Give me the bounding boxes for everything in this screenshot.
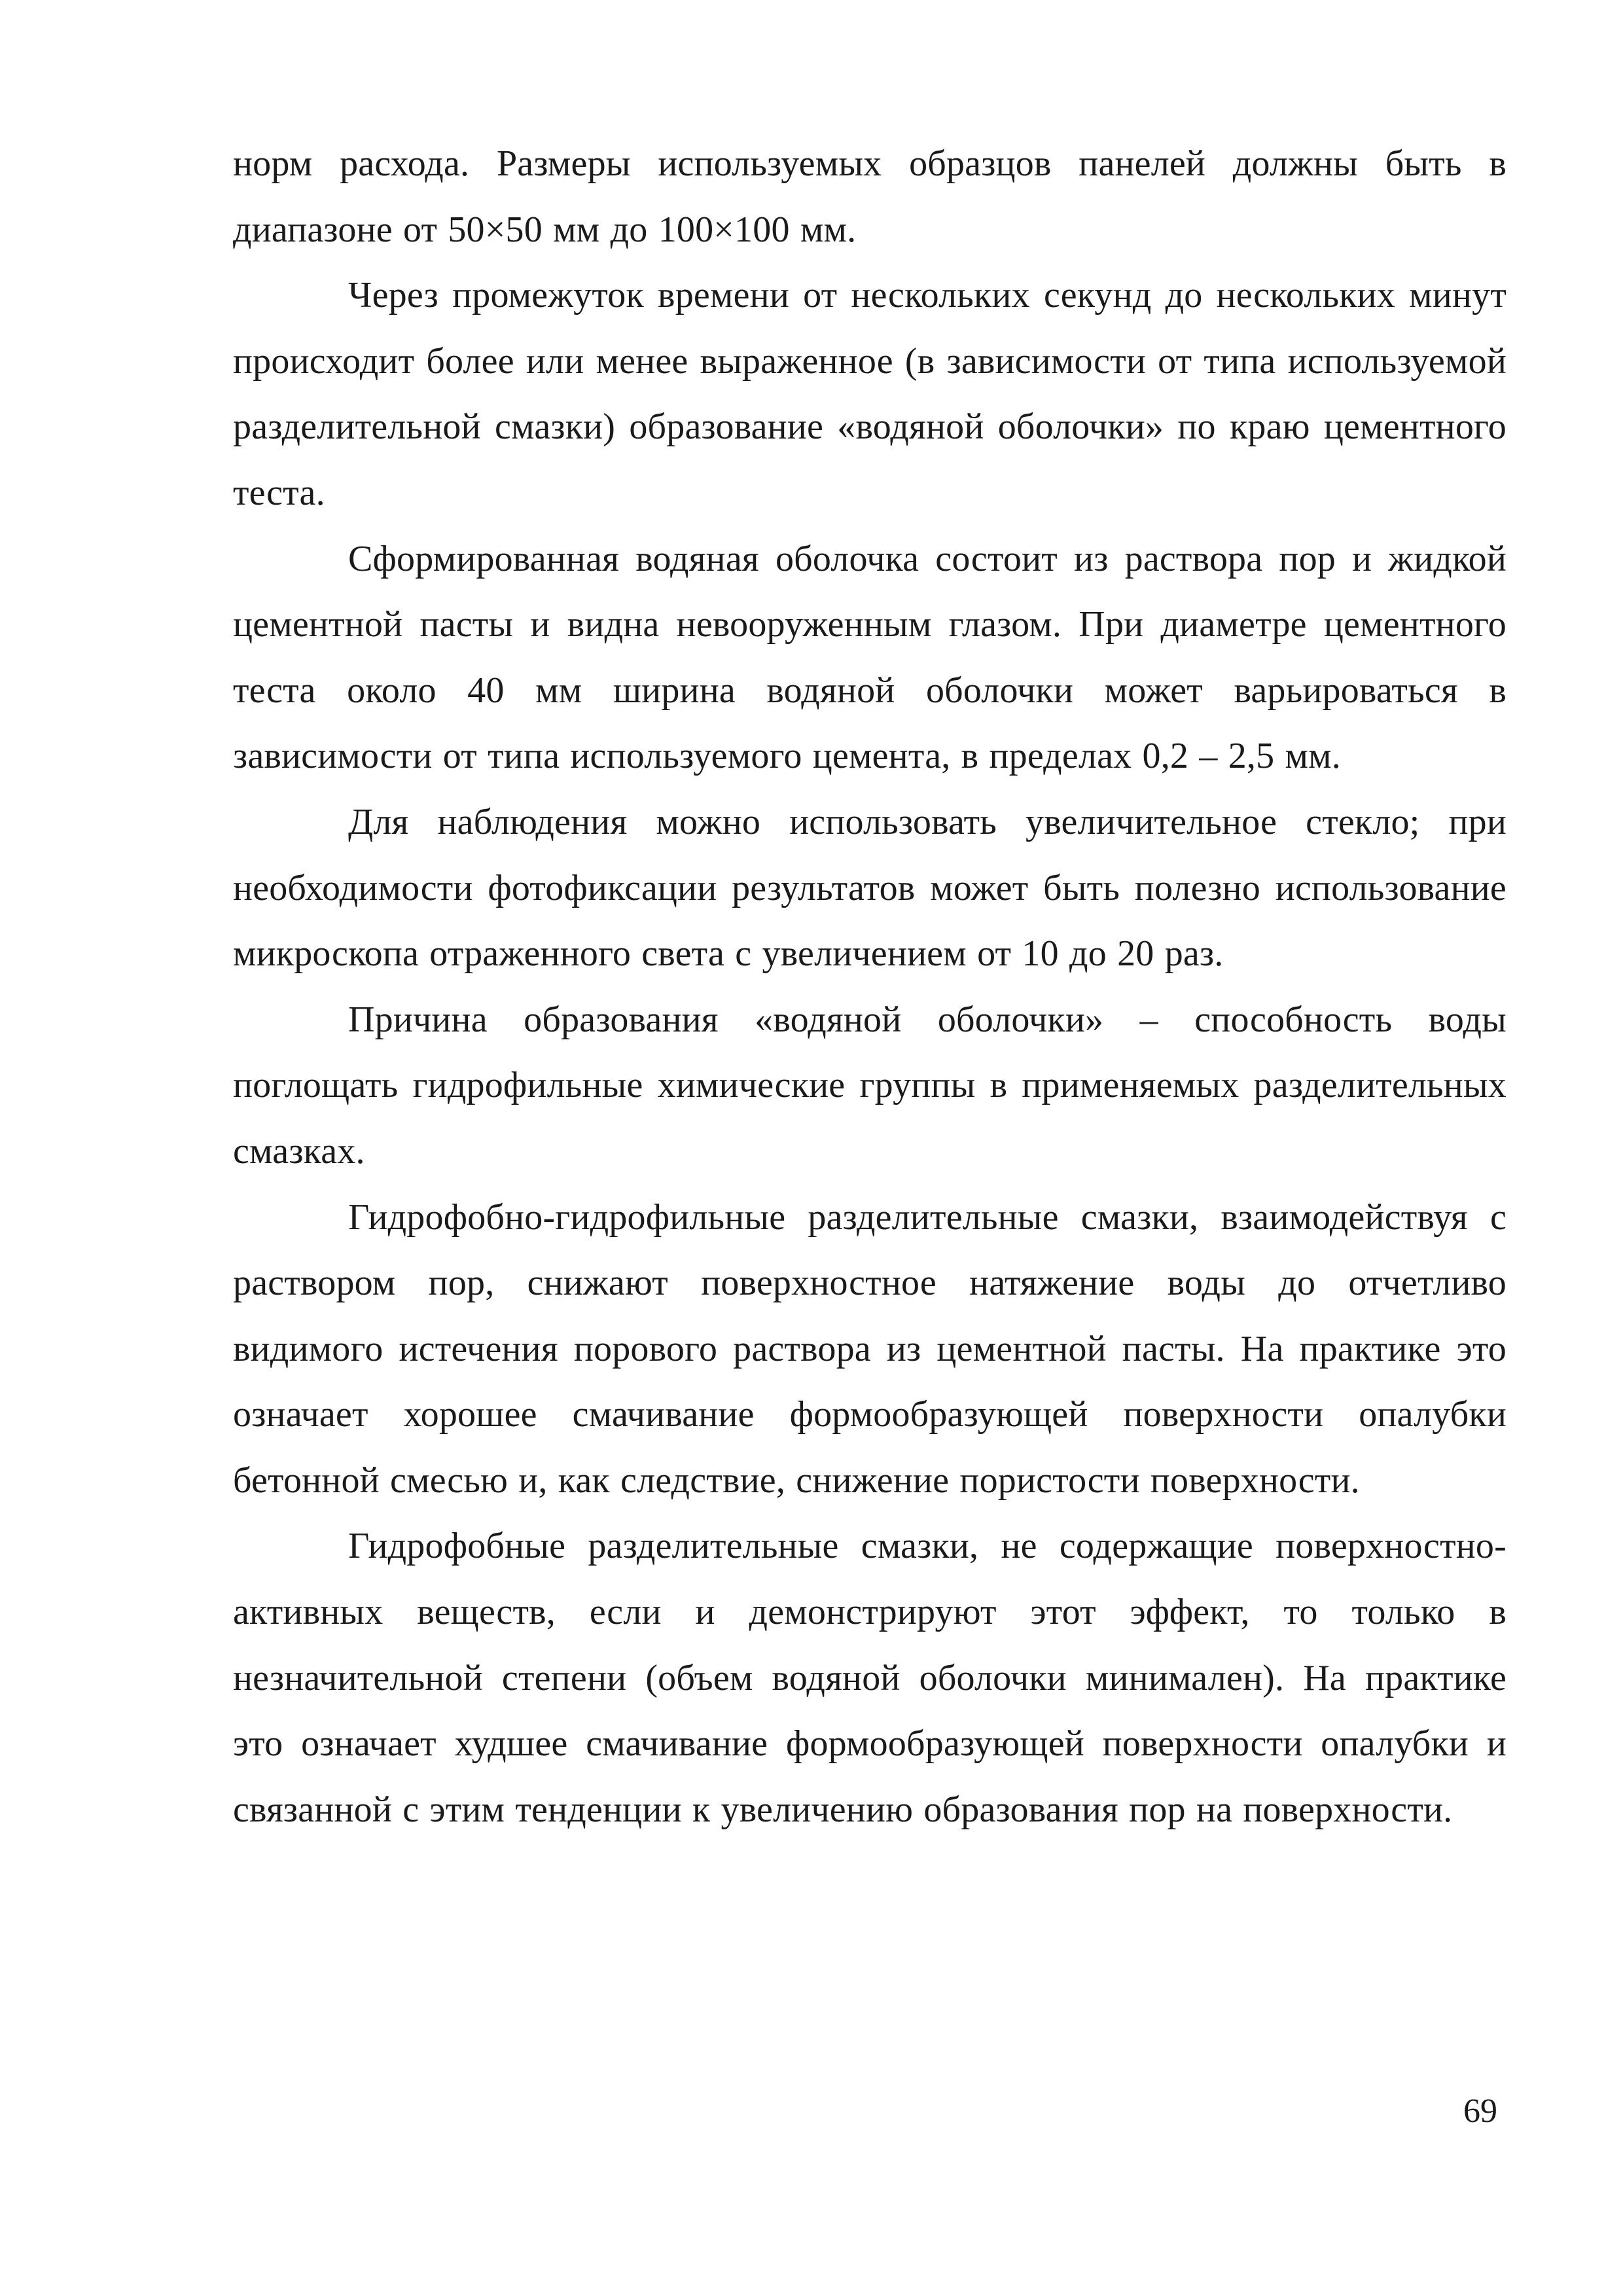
page-body <box>233 131 1507 1842</box>
paragraph-5: Причина образования «водяной оболочки» – способность воды поглощать гидрофильные химические группы в применяемых разделительных смазках. <box>233 999 1507 1172</box>
paragraph-7: Гидрофобные разделительные смазки, не содержащие поверхностно-активных веществ, если и демонстрируют этот эффект, то только в незначительной степени (объем водяной оболочки минимален). На практике это означает худшее смачивание формообразующей поверхности опалубки и связанной с этим тенденции к увеличению образования пор на поверхности. <box>233 1526 1507 1830</box>
paragraph-6: Гидрофобно-гидрофильные разделительные смазки, взаимодействуя с раствором пор, снижают поверхностное натяжение воды до отчетливо видимого истечения порового раствора из цементной пасты. На практике это означает хорошее смачивание формообразующей поверхности опалубки бетонной смесью и, как следствие, снижение пористости поверхности. <box>233 1196 1507 1501</box>
paragraph-1: норм расхода. Размеры используемых образцов панелей должны быть в диапазоне от 50×50 мм до 100×100 мм. <box>233 143 1507 250</box>
page-number: 69 <box>1463 2092 1497 2130</box>
paragraph-2: Через промежуток времени от нескольких секунд до нескольких минут происходит более или менее выраженное (в зависимости от типа используемой разделительной смазки) образование «водяной оболочки» по краю цементного теста. <box>233 275 1507 513</box>
paragraph-4: Для наблюдения можно использовать увеличительное стекло; при необходимости фотофиксации результатов может быть полезно использование микроскопа отраженного света с увеличением от 10 до 20 раз. <box>233 801 1507 975</box>
paragraph-3: Сформированная водяная оболочка состоит из раствора пор и жидкой цементной пасты и видна невооруженным глазом. При диаметре цементного теста около 40 мм ширина водяной оболочки может варьироваться в зависимости от типа используемого цемента, в пределах 0,2 – 2,5 мм. <box>233 538 1507 777</box>
